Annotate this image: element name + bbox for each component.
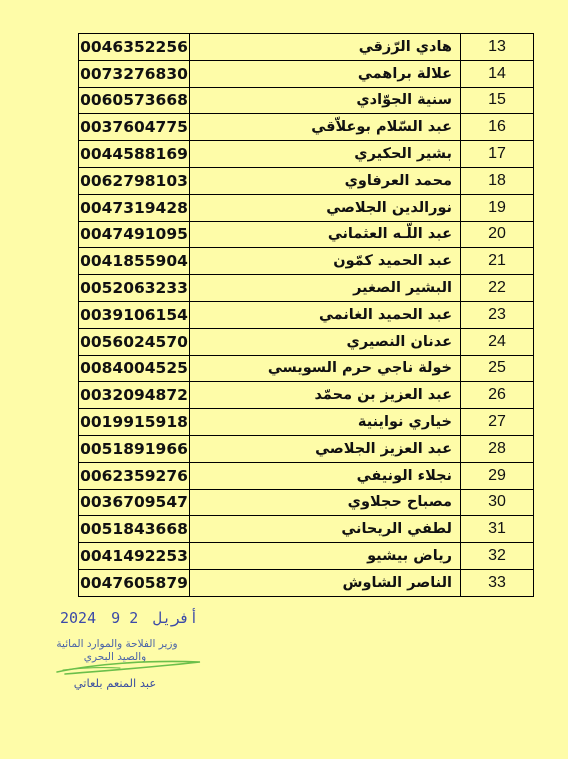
- table-row: [79, 141, 534, 168]
- row-serial-number: 23: [461, 301, 534, 328]
- table-row: [79, 60, 534, 87]
- row-person-name: الناصر الشاوش: [190, 569, 461, 596]
- table-body: [79, 34, 534, 597]
- row-serial-number: 31: [461, 516, 534, 543]
- table-row: [79, 114, 534, 141]
- row-serial-number: 19: [461, 194, 534, 221]
- row-id-number: 0084004525: [79, 355, 190, 382]
- row-person-name: مصباح حجلاوي: [190, 489, 461, 516]
- signatory-title-line1: وزير الفلاحة والموارد المائية: [56, 638, 178, 650]
- beneficiaries-table: [78, 33, 534, 597]
- row-person-name: البشير الصغير: [190, 275, 461, 302]
- row-id-number: 0047491095: [79, 221, 190, 248]
- row-serial-number: 32: [461, 543, 534, 570]
- row-person-name: محمد العرفاوي: [190, 167, 461, 194]
- table-row: [79, 569, 534, 596]
- table-row: [79, 194, 534, 221]
- row-serial-number: 22: [461, 275, 534, 302]
- row-person-name: هادي الرّزقي: [190, 34, 461, 61]
- row-serial-number: 21: [461, 248, 534, 275]
- row-serial-number: 30: [461, 489, 534, 516]
- signature-block: [25, 638, 215, 704]
- row-person-name: عبد الحميد كمّون: [190, 248, 461, 275]
- row-person-name: نورالدين الجلاصي: [190, 194, 461, 221]
- row-id-number: 0056024570: [79, 328, 190, 355]
- row-person-name: عبد اللّـه العثماني: [190, 221, 461, 248]
- row-serial-number: 18: [461, 167, 534, 194]
- row-person-name: عبد العزيز بن محمّد: [190, 382, 461, 409]
- signatory-title-line2: والصيد البحري: [83, 651, 147, 663]
- table-row: [79, 167, 534, 194]
- row-id-number: 0062359276: [79, 462, 190, 489]
- date-month: أفريل: [153, 609, 199, 627]
- row-id-number: 0041855904: [79, 248, 190, 275]
- row-person-name: عبد الحميد الغانمي: [190, 301, 461, 328]
- row-person-name: علالة براهمي: [190, 60, 461, 87]
- date-year: 2024: [60, 609, 97, 627]
- row-serial-number: 17: [461, 141, 534, 168]
- row-id-number: 0036709547: [79, 489, 190, 516]
- row-serial-number: 25: [461, 355, 534, 382]
- row-serial-number: 27: [461, 409, 534, 436]
- table-row: [79, 516, 534, 543]
- row-serial-number: 13: [461, 34, 534, 61]
- row-person-name: عدنان النصيري: [190, 328, 461, 355]
- row-serial-number: 14: [461, 60, 534, 87]
- date-stamp: [60, 609, 204, 627]
- table-row: [79, 489, 534, 516]
- table-row: [79, 435, 534, 462]
- table-row: [79, 301, 534, 328]
- row-serial-number: 16: [461, 114, 534, 141]
- row-person-name: عبد السّلام بوعلاّقي: [190, 114, 461, 141]
- row-serial-number: 24: [461, 328, 534, 355]
- row-id-number: 0019915918: [79, 409, 190, 436]
- date-day: 2 9: [111, 609, 139, 627]
- row-person-name: خولة ناجي حرم السويسي: [190, 355, 461, 382]
- table-row: [79, 34, 534, 61]
- row-id-number: 0051891966: [79, 435, 190, 462]
- row-person-name: نجلاء الونيفي: [190, 462, 461, 489]
- row-person-name: سنية الجوّادي: [190, 87, 461, 114]
- row-id-number: 0046352256: [79, 34, 190, 61]
- row-id-number: 0052063233: [79, 275, 190, 302]
- table-row: [79, 409, 534, 436]
- row-id-number: 0044588169: [79, 141, 190, 168]
- row-person-name: لطفي الريحاني: [190, 516, 461, 543]
- row-id-number: 0047605879: [79, 569, 190, 596]
- row-id-number: 0032094872: [79, 382, 190, 409]
- row-serial-number: 28: [461, 435, 534, 462]
- table-row: [79, 462, 534, 489]
- table-row: [79, 382, 534, 409]
- row-id-number: 0062798103: [79, 167, 190, 194]
- row-id-number: 0051843668: [79, 516, 190, 543]
- row-person-name: بشير الحكيري: [190, 141, 461, 168]
- row-id-number: 0060573668: [79, 87, 190, 114]
- row-id-number: 0041492253: [79, 543, 190, 570]
- table-row: [79, 328, 534, 355]
- row-id-number: 0047319428: [79, 194, 190, 221]
- table-row: [79, 275, 534, 302]
- row-serial-number: 29: [461, 462, 534, 489]
- table-row: [79, 355, 534, 382]
- row-id-number: 0037604775: [79, 114, 190, 141]
- row-person-name: خياري نواينية: [190, 409, 461, 436]
- row-serial-number: 33: [461, 569, 534, 596]
- row-serial-number: 26: [461, 382, 534, 409]
- table-row: [79, 543, 534, 570]
- table-row: [79, 248, 534, 275]
- row-serial-number: 20: [461, 221, 534, 248]
- signatory-name: عبد المنعم بلعاتي: [73, 676, 157, 690]
- table-row: [79, 221, 534, 248]
- row-person-name: رياض بيشيو: [190, 543, 461, 570]
- table-row: [79, 87, 534, 114]
- row-id-number: 0039106154: [79, 301, 190, 328]
- row-person-name: عبد العزيز الجلاصي: [190, 435, 461, 462]
- row-id-number: 0073276830: [79, 60, 190, 87]
- row-serial-number: 15: [461, 87, 534, 114]
